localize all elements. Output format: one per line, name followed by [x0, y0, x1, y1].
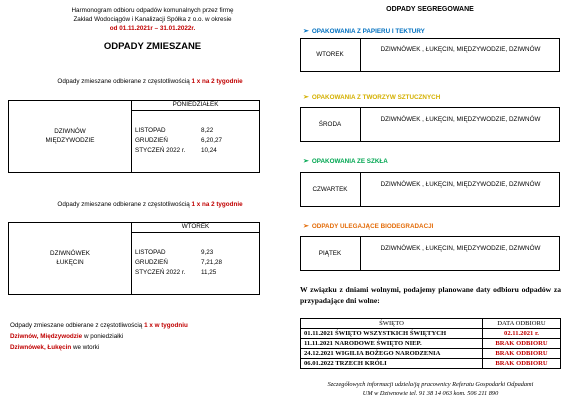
day-label-monday: PONIEDZIAŁEK — [172, 101, 219, 108]
table-row — [301, 349, 561, 359]
day-glass: CZWARTEK — [312, 186, 348, 193]
pickup-cell: BRAK ODBIORU — [483, 339, 561, 349]
places-bio: DZIWNÓWEK , ŁUKĘCIN, MIĘDZYWODZIE, DZIWNÓW — [380, 245, 541, 252]
places-paper: DZIWNÓWEK , ŁUKĘCIN, MIĘDZYWODZIE, DZIWNÓW — [380, 46, 541, 53]
pickup-cell: BRAK ODBIORU — [483, 359, 561, 369]
category-plastic: ➢ OPAKOWANIA Z TWORZYW SZTUCZNYCH — [303, 94, 441, 101]
mixed-title: ODPADY ZMIESZANE — [103, 41, 202, 52]
category-glass: ➢ OPAKOWANIA ZE SZKŁA — [303, 158, 388, 165]
day-label-tuesday: WTOREK — [181, 223, 210, 230]
divider — [131, 110, 260, 111]
arrow-icon: ➢ — [303, 223, 309, 230]
area-label-dziwnowek: DZIWNÓWEK ŁUKĘCIN — [50, 250, 90, 266]
day-paper: WTOREK — [316, 51, 344, 58]
arrow-icon: ➢ — [303, 28, 309, 35]
column-header-holiday: ŚWIĘTO — [301, 319, 483, 329]
category-paper: ➢ OPAKOWANIA Z PAPIERU I TEKTURY — [303, 28, 425, 35]
divider — [360, 107, 361, 142]
arrow-icon: ➢ — [303, 158, 309, 165]
holiday-table — [300, 318, 561, 369]
day-plastic: ŚRODA — [318, 121, 342, 128]
divider — [360, 236, 361, 271]
footer-contact: Szczegółowych informacji udziela/ją pracownicy Referatu Gospodarki Odpadami UM w Dziwnowie tel. 91 38 14 063 kom. 506 211 890 — [327, 381, 534, 397]
arrow-icon: ➢ — [303, 94, 309, 101]
header-period: od 01.11.2021r – 31.01.2022r. — [109, 25, 196, 32]
segregated-title: ODPADY SEGREGOWANE — [386, 6, 474, 13]
table-row — [301, 339, 561, 349]
category-bio: ➢ ODPADY ULEGAJĄCE BIODEGRADACJI — [303, 223, 434, 230]
pickup-cell: 02.11.2021 r. — [483, 329, 561, 339]
table-header-row — [301, 319, 561, 329]
holiday-cell: 01.11.2021 ŚWIĘTO WSZYSTKICH ŚWIĘTYCH — [301, 329, 483, 339]
day-bio: PIĄTEK — [318, 250, 342, 257]
column-header-pickup: DATA ODBIORU — [483, 319, 561, 329]
pickup-cell: BRAK ODBIORU — [483, 349, 561, 359]
holiday-cell: 24.12.2021 WIGILIA BOŻEGO NARODZENIA — [301, 349, 483, 359]
holiday-cell: 11.11.2021 NARODOWE ŚWIĘTO NIEP. — [301, 339, 483, 349]
header-line-2: Zakład Wodociągów i Kanalizacji Spółka z o.o. w okresie — [73, 16, 232, 23]
divider — [360, 38, 361, 72]
places-glass: DZIWNÓWEK , ŁUKĘCIN, MIĘDZYWODZIE, DZIWNÓW — [380, 181, 541, 188]
schedule-list-monday: LISTOPAD 8,22 GRUDZIEŃ 6,20,27 STYCZEŃ 2022 r. 10,24 — [135, 127, 223, 154]
header-line-1: Harmonogram odbioru odpadów komunalnych przez firmę — [71, 7, 234, 14]
divider — [131, 232, 260, 233]
table-row — [301, 329, 561, 339]
holiday-cell: 06.01.2022 TRZECH KRÓLI — [301, 359, 483, 369]
mixed-frequency-1: Odpady zmieszane odbierane z częstotliwością 1 x na 2 tygodnie — [57, 78, 243, 85]
places-plastic: DZIWNÓWEK , ŁUKĘCIN, MIĘDZYWODZIE, DZIWNÓW — [380, 116, 541, 123]
mixed-frequency-2: Odpady zmieszane odbierane z częstotliwością 1 x na 2 tygodnie — [57, 201, 243, 208]
table-row — [301, 359, 561, 369]
weekly-note: Odpady zmieszane odbierane z częstotliwością 1 x w tygodniu Dziwnów, Międzywodzie w poniedziałki Dziwnówek, Łukęcin we wtorki — [10, 322, 188, 351]
holiday-intro: W związku z dniami wolnymi, podajemy planowane daty odbioru odpadów za przypadające dni wolne: — [300, 285, 561, 305]
divider — [360, 172, 361, 207]
schedule-list-tuesday: LISTOPAD 9,23 GRUDZIEŃ 7,21,28 STYCZEŃ 2022 r. 11,25 — [135, 249, 223, 276]
area-label-dziwnow: DZIWNÓW MIĘDZYWODZIE — [45, 128, 95, 144]
